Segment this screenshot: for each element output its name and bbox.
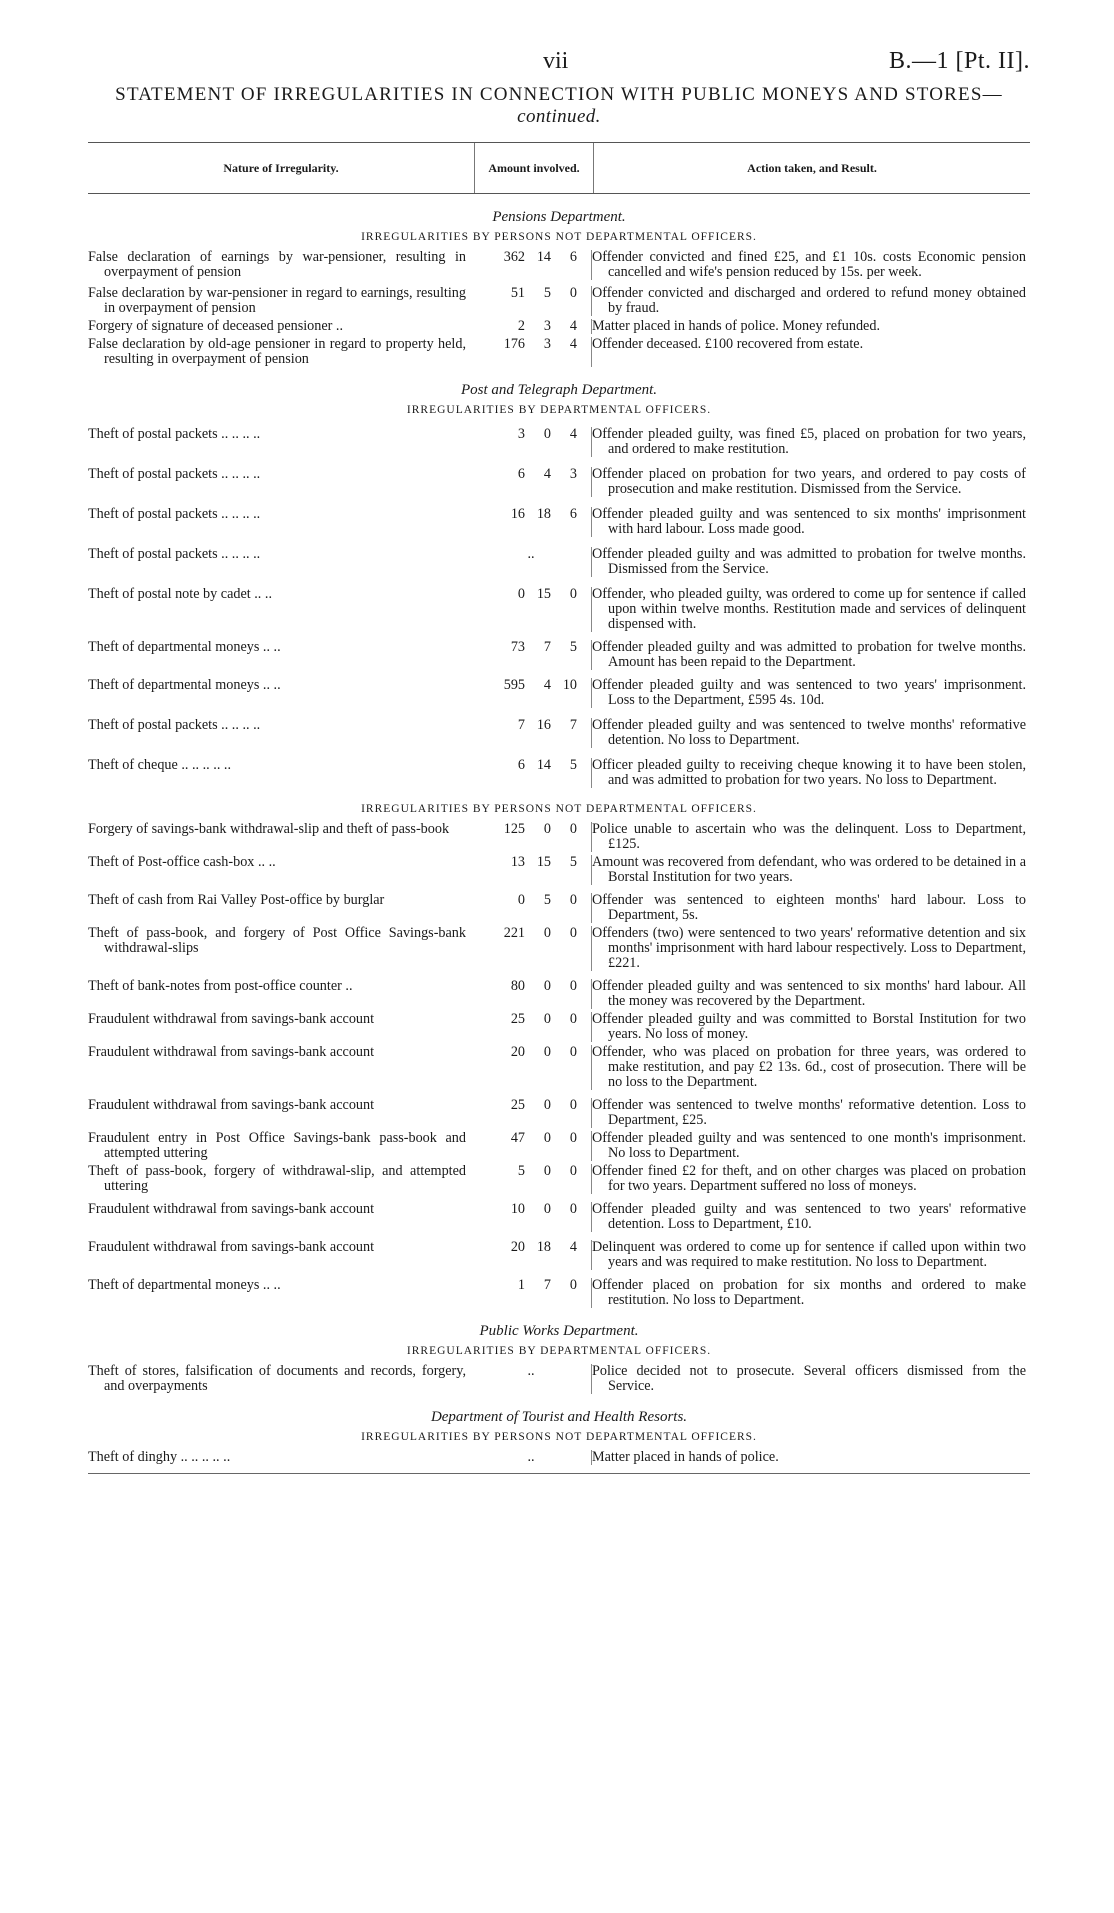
amount-shillings: 0 bbox=[543, 1163, 551, 1179]
amount-pence: 0 bbox=[569, 285, 577, 301]
amount-shillings: 15 bbox=[536, 854, 551, 870]
department-heading: Pensions Department. bbox=[492, 209, 626, 225]
section-rows bbox=[88, 822, 1030, 1308]
amount-pence: 4 bbox=[569, 318, 577, 334]
document-page bbox=[88, 40, 1030, 1474]
section-rows bbox=[88, 1364, 1030, 1394]
amount-pounds: 10 bbox=[510, 1201, 525, 1217]
amount-pounds: 25 bbox=[510, 1011, 525, 1027]
amount-cell bbox=[474, 678, 592, 708]
amount-pounds: 0 bbox=[517, 892, 525, 908]
page-header bbox=[88, 40, 1030, 82]
amount-shillings: 15 bbox=[536, 586, 551, 602]
table-row bbox=[88, 1450, 1030, 1465]
department-heading: Post and Telegraph Department. bbox=[460, 382, 658, 398]
amount-pence: 0 bbox=[569, 586, 577, 602]
department-heading: Public Works Department. bbox=[479, 1323, 639, 1339]
action-cell: Offender pleaded guilty, was fined £5, placed on probation for two years, and ordered to make restitution. bbox=[592, 426, 1026, 457]
document-reference: B.—1 [Pt. II]. bbox=[889, 48, 1030, 74]
amount-pence: 0 bbox=[569, 978, 577, 994]
nature-cell: Theft of postal packets .. .. .. .. bbox=[88, 546, 261, 562]
amount-cell bbox=[474, 286, 592, 316]
amount-cell bbox=[474, 979, 592, 1009]
nature-cell: Theft of postal note by cadet .. .. bbox=[88, 586, 272, 602]
department-heading: Department of Tourist and Health Resorts. bbox=[430, 1409, 688, 1425]
amount-pounds: 13 bbox=[510, 854, 525, 870]
amount-cell bbox=[474, 1164, 592, 1194]
amount-pence: 3 bbox=[569, 466, 577, 482]
amount-pounds: 2 bbox=[517, 318, 525, 334]
amount-shillings: 0 bbox=[543, 821, 551, 837]
nature-cell: Theft of cheque .. .. .. .. .. bbox=[88, 757, 232, 773]
amount-pence: 5 bbox=[569, 854, 577, 870]
nature-cell: False declaration of earnings by war-pensioner, resulting in overpayment of pension bbox=[88, 249, 466, 280]
amount-cell bbox=[474, 1098, 592, 1128]
action-cell: Offender deceased. £100 recovered from estate. bbox=[592, 336, 864, 352]
action-cell: Matter placed in hands of police. bbox=[592, 1449, 779, 1465]
action-cell: Matter placed in hands of police. Money refunded. bbox=[592, 318, 880, 334]
department-section bbox=[88, 1408, 1030, 1465]
nature-cell: False declaration by old-age pensioner in regard to property held, resulting in overpayment of pension bbox=[88, 336, 466, 367]
amount-pounds: 3 bbox=[517, 426, 525, 442]
table-row bbox=[88, 467, 1030, 497]
title-main: STATEMENT OF IRREGULARITIES IN CONNECTION WITH PUBLIC MONEYS AND STORES— bbox=[115, 84, 1003, 105]
amount-shillings: 4 bbox=[543, 466, 551, 482]
table-row bbox=[88, 1202, 1030, 1232]
action-cell: Offender placed on probation for two years, and ordered to pay costs of prosecution and make restitution. Dismissed from the Service. bbox=[592, 466, 1026, 497]
amount-shillings: 4 bbox=[543, 677, 551, 693]
amount-pence: 5 bbox=[569, 757, 577, 773]
nature-cell: Fraudulent withdrawal from savings-bank account bbox=[88, 1011, 375, 1027]
amount-cell bbox=[474, 1045, 592, 1090]
amount-cell bbox=[474, 1202, 592, 1232]
amount-shillings: 14 bbox=[536, 757, 551, 773]
table-row bbox=[88, 427, 1030, 457]
amount-pounds: 7 bbox=[517, 717, 525, 733]
nature-cell: Theft of pass-book, and forgery of Post Office Savings-bank withdrawal-slips bbox=[88, 925, 466, 956]
department-section bbox=[88, 1322, 1030, 1394]
amount-shillings: 0 bbox=[543, 1201, 551, 1217]
amount-shillings: 0 bbox=[543, 1130, 551, 1146]
action-cell: Amount was recovered from defendant, who was ordered to be detained in a Borstal Institution for two years. bbox=[592, 854, 1026, 885]
action-cell: Offenders (two) were sentenced to two years' reformative detention and six months' imprisonment with hard labour respectively. Loss to Department, £221. bbox=[592, 925, 1026, 971]
table-row bbox=[88, 1098, 1030, 1128]
title-continued: continued. bbox=[517, 106, 601, 127]
action-cell: Offender, who was placed on probation for three years, was ordered to make restitution, and pay £2 13s. 6d., cost of prosecution. There will be no loss to the Department. bbox=[592, 1044, 1026, 1090]
nature-cell: Fraudulent withdrawal from savings-bank account bbox=[88, 1239, 375, 1255]
amount-pence: 4 bbox=[569, 426, 577, 442]
table-row bbox=[88, 678, 1030, 708]
amount-pence: 6 bbox=[569, 249, 577, 265]
amount-cell bbox=[474, 507, 592, 537]
amount-shillings: 7 bbox=[543, 1277, 551, 1293]
table-row bbox=[88, 337, 1030, 367]
nature-cell: Theft of pass-book, forgery of withdrawal-slip, and attempted uttering bbox=[88, 1163, 466, 1194]
nature-cell: Theft of postal packets .. .. .. .. bbox=[88, 426, 261, 442]
amount-shillings: 16 bbox=[536, 717, 551, 733]
action-cell: Officer pleaded guilty to receiving cheque knowing it to have been stolen, and was admitted to probation for two years. No loss to Department. bbox=[592, 757, 1026, 788]
table-row bbox=[88, 979, 1030, 1009]
amount-cell bbox=[474, 250, 592, 280]
page-number: vii bbox=[543, 48, 569, 74]
table-header bbox=[88, 142, 1030, 194]
action-cell: Delinquent was ordered to come up for sentence if called upon within two years and was required to make restitution. No loss to Department. bbox=[592, 1239, 1026, 1270]
amount-pounds: 25 bbox=[510, 1097, 525, 1113]
amount-shillings: 0 bbox=[543, 1044, 551, 1060]
amount-pence: 0 bbox=[569, 1277, 577, 1293]
table-row bbox=[88, 822, 1030, 852]
amount-cell bbox=[474, 1278, 592, 1308]
table-row bbox=[88, 1278, 1030, 1308]
table-row bbox=[88, 640, 1030, 670]
action-cell: Offender convicted and discharged and ordered to refund money obtained by fraud. bbox=[592, 285, 1026, 316]
nature-cell: Fraudulent entry in Post Office Savings-bank pass-book and attempted uttering bbox=[88, 1130, 466, 1161]
amount-shillings: 7 bbox=[543, 639, 551, 655]
amount-cell bbox=[474, 926, 592, 971]
amount-cell bbox=[474, 893, 592, 923]
table-row bbox=[88, 1164, 1030, 1194]
amount-shillings: 3 bbox=[543, 336, 551, 352]
amount-shillings: 0 bbox=[543, 1011, 551, 1027]
nature-cell: Fraudulent withdrawal from savings-bank account bbox=[88, 1097, 375, 1113]
amount-shillings: 3 bbox=[543, 318, 551, 334]
amount-cell bbox=[474, 1131, 592, 1161]
action-cell: Police unable to ascertain who was the delinquent. Loss to Department, £125. bbox=[592, 821, 1026, 852]
table-row bbox=[88, 1364, 1030, 1394]
amount-shillings: 0 bbox=[543, 978, 551, 994]
amount-shillings: 0 bbox=[543, 1097, 551, 1113]
action-cell: Offender pleaded guilty and was admitted to probation for twelve months. Dismissed from the Service. bbox=[592, 546, 1026, 577]
amount-cell bbox=[474, 587, 592, 632]
action-cell: Offender pleaded guilty and was sentenced to six months' hard labour. All the money was recovered by the Department. bbox=[592, 978, 1026, 1009]
amount-pounds: 5 bbox=[517, 1163, 525, 1179]
amount-pounds: 20 bbox=[510, 1044, 525, 1060]
amount-cell bbox=[474, 1240, 592, 1270]
table-row bbox=[88, 758, 1030, 788]
amount-cell bbox=[474, 427, 592, 457]
nature-cell: Theft of bank-notes from post-office counter .. bbox=[88, 978, 353, 994]
amount-pounds: 20 bbox=[510, 1239, 525, 1255]
amount-pence: 4 bbox=[569, 336, 577, 352]
nature-cell: Fraudulent withdrawal from savings-bank account bbox=[88, 1201, 375, 1217]
table-row bbox=[88, 718, 1030, 748]
amount-pence: 0 bbox=[569, 925, 577, 941]
table-row bbox=[88, 926, 1030, 971]
action-cell: Offender fined £2 for theft, and on other charges was placed on probation for two years. Department suffered no loss of moneys. bbox=[592, 1163, 1026, 1194]
table-row bbox=[88, 855, 1030, 885]
amount-dots: .. bbox=[527, 1449, 535, 1465]
nature-cell: False declaration by war-pensioner in regard to earnings, resulting in overpayment of pension bbox=[88, 285, 466, 316]
amount-cell bbox=[474, 855, 592, 885]
irregularity-subheading: IRREGULARITIES BY PERSONS NOT DEPARTMENTAL OFFICERS. bbox=[361, 1431, 757, 1443]
amount-cell bbox=[474, 337, 592, 367]
action-cell: Offender was sentenced to twelve months' reformative detention. Loss to Department, £25. bbox=[592, 1097, 1026, 1128]
table-bottom-rule bbox=[88, 1473, 1030, 1474]
nature-cell: Forgery of signature of deceased pensioner .. bbox=[88, 318, 344, 334]
amount-pence: 0 bbox=[569, 1163, 577, 1179]
nature-cell: Theft of departmental moneys .. .. bbox=[88, 677, 281, 693]
amount-cell bbox=[474, 1012, 592, 1042]
amount-pence: 4 bbox=[569, 1239, 577, 1255]
amount-cell bbox=[474, 718, 592, 748]
amount-dots: .. bbox=[527, 546, 535, 562]
table-row bbox=[88, 587, 1030, 632]
table-row bbox=[88, 547, 1030, 577]
amount-cell bbox=[474, 319, 592, 334]
amount-pence: 0 bbox=[569, 1044, 577, 1060]
action-cell: Offender pleaded guilty and was sentenced to one month's imprisonment. No loss to Department. bbox=[592, 1130, 1026, 1161]
amount-pence: 0 bbox=[569, 1011, 577, 1027]
amount-cell bbox=[474, 640, 592, 670]
amount-pence: 0 bbox=[569, 1097, 577, 1113]
amount-pounds: 125 bbox=[503, 821, 525, 837]
amount-pounds: 51 bbox=[510, 285, 525, 301]
amount-pounds: 221 bbox=[503, 925, 525, 941]
amount-cell bbox=[474, 822, 592, 852]
nature-cell: Theft of cash from Rai Valley Post-office by burglar bbox=[88, 892, 385, 908]
action-cell: Offender was sentenced to eighteen months' hard labour. Loss to Department, 5s. bbox=[592, 892, 1026, 923]
amount-pounds: 1 bbox=[517, 1277, 525, 1293]
amount-shillings: 0 bbox=[543, 925, 551, 941]
column-nature: Nature of Irregularity. bbox=[223, 160, 339, 175]
table-row bbox=[88, 319, 1030, 334]
amount-pence: 0 bbox=[569, 892, 577, 908]
table-row bbox=[88, 1131, 1030, 1161]
amount-pounds: 595 bbox=[503, 677, 525, 693]
amount-cell bbox=[474, 547, 592, 577]
nature-cell: Theft of stores, falsification of documents and records, forgery, and overpayments bbox=[88, 1363, 466, 1394]
table-row bbox=[88, 1240, 1030, 1270]
section-rows bbox=[88, 250, 1030, 367]
amount-pence: 0 bbox=[569, 1130, 577, 1146]
amount-shillings: 14 bbox=[536, 249, 551, 265]
amount-cell bbox=[474, 758, 592, 788]
section-rows bbox=[88, 427, 1030, 788]
amount-pounds: 176 bbox=[503, 336, 525, 352]
amount-pounds: 6 bbox=[517, 466, 525, 482]
nature-cell: Theft of dinghy .. .. .. .. .. bbox=[88, 1449, 231, 1465]
nature-cell: Theft of departmental moneys .. .. bbox=[88, 639, 281, 655]
action-cell: Offender convicted and fined £25, and £1 10s. costs Economic pension cancelled and wife's pension reduced by 15s. per week. bbox=[592, 249, 1026, 280]
nature-cell: Theft of postal packets .. .. .. .. bbox=[88, 466, 261, 482]
amount-cell bbox=[474, 467, 592, 497]
action-cell: Offender pleaded guilty and was committed to Borstal Institution for two years. No loss of money. bbox=[592, 1011, 1026, 1042]
amount-pence: 0 bbox=[569, 821, 577, 837]
amount-pounds: 16 bbox=[510, 506, 525, 522]
amount-pounds: 73 bbox=[510, 639, 525, 655]
irregularity-subheading: IRREGULARITIES BY DEPARTMENTAL OFFICERS. bbox=[406, 1345, 712, 1357]
table-row bbox=[88, 250, 1030, 280]
action-cell: Offender pleaded guilty and was sentenced to two years' imprisonment. Loss to the Department, £595 4s. 10d. bbox=[592, 677, 1026, 708]
action-cell: Police decided not to prosecute. Several officers dismissed from the Service. bbox=[592, 1363, 1026, 1394]
amount-pence: 0 bbox=[569, 1201, 577, 1217]
table-body bbox=[88, 208, 1030, 1465]
nature-cell: Forgery of savings-bank withdrawal-slip and theft of pass-book bbox=[88, 821, 450, 837]
table-row bbox=[88, 1012, 1030, 1042]
amount-pence: 10 bbox=[562, 677, 577, 693]
department-section bbox=[88, 381, 1030, 788]
amount-pence: 5 bbox=[569, 639, 577, 655]
action-cell: Offender placed on probation for six months and ordered to make restitution. No loss to Department. bbox=[592, 1277, 1026, 1308]
column-amount: Amount involved. bbox=[474, 143, 594, 193]
nature-cell: Theft of Post-office cash-box .. .. bbox=[88, 854, 276, 870]
irregularity-subheading: IRREGULARITIES BY PERSONS NOT DEPARTMENTAL OFFICERS. bbox=[361, 231, 757, 243]
nature-cell: Theft of postal packets .. .. .. .. bbox=[88, 506, 261, 522]
amount-cell bbox=[474, 1364, 592, 1394]
amount-cell bbox=[474, 1450, 592, 1465]
department-section bbox=[88, 802, 1030, 1308]
nature-cell: Theft of postal packets .. .. .. .. bbox=[88, 717, 261, 733]
amount-shillings: 18 bbox=[536, 506, 551, 522]
irregularity-subheading: IRREGULARITIES BY PERSONS NOT DEPARTMENTAL OFFICERS. bbox=[361, 803, 757, 815]
action-cell: Offender, who pleaded guilty, was ordered to come up for sentence if called upon within twelve months. Restitution made and services of delinquent dispensed with. bbox=[592, 586, 1026, 632]
amount-shillings: 5 bbox=[543, 892, 551, 908]
nature-cell: Theft of departmental moneys .. .. bbox=[88, 1277, 281, 1293]
amount-shillings: 5 bbox=[543, 285, 551, 301]
table-row bbox=[88, 286, 1030, 316]
amount-pounds: 80 bbox=[510, 978, 525, 994]
action-cell: Offender pleaded guilty and was sentenced to six months' imprisonment with hard labour. Loss made good. bbox=[592, 506, 1026, 537]
amount-dots: .. bbox=[527, 1363, 535, 1379]
table-row bbox=[88, 1045, 1030, 1090]
amount-pence: 6 bbox=[569, 506, 577, 522]
amount-pounds: 362 bbox=[503, 249, 525, 265]
irregularity-subheading: IRREGULARITIES BY DEPARTMENTAL OFFICERS. bbox=[406, 404, 712, 416]
table-row bbox=[88, 893, 1030, 923]
table-row bbox=[88, 507, 1030, 537]
amount-pence: 7 bbox=[569, 717, 577, 733]
action-cell: Offender pleaded guilty and was sentenced to two years' reformative detention. Loss to Department, £10. bbox=[592, 1201, 1026, 1232]
department-section bbox=[88, 208, 1030, 367]
page-title bbox=[88, 84, 1030, 128]
action-cell: Offender pleaded guilty and was admitted to probation for twelve months. Amount has been repaid to the Department. bbox=[592, 639, 1026, 670]
column-action: Action taken, and Result. bbox=[747, 160, 877, 175]
amount-pounds: 6 bbox=[517, 757, 525, 773]
action-cell: Offender pleaded guilty and was sentenced to twelve months' reformative detention. No loss to Department. bbox=[592, 717, 1026, 748]
amount-pounds: 0 bbox=[517, 586, 525, 602]
section-rows bbox=[88, 1450, 1030, 1465]
amount-shillings: 0 bbox=[543, 426, 551, 442]
nature-cell: Fraudulent withdrawal from savings-bank account bbox=[88, 1044, 375, 1060]
amount-pounds: 47 bbox=[510, 1130, 525, 1146]
amount-shillings: 18 bbox=[536, 1239, 551, 1255]
